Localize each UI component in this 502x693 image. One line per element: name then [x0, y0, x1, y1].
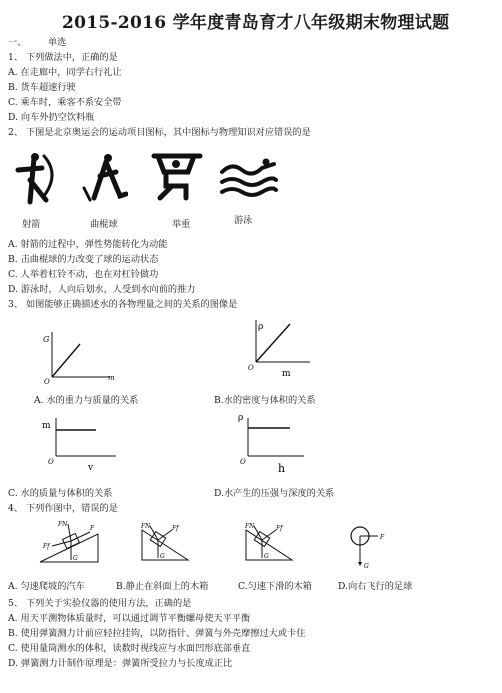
q1-option-d: D. 向车外扔空饮料瓶 [8, 112, 95, 123]
q5-stem: 5、 下列关于实验仪器的使用方法，正确的是 [8, 598, 192, 609]
graph-a [40, 330, 120, 385]
q2-option-c: C. 人举着杠铃不动，也在对杠铃做功 [8, 269, 159, 280]
page-title: 2015-2016 学年度青岛育才八年级期末物理试题 [62, 13, 450, 33]
graph-d-ylabel: ρ [238, 413, 244, 423]
q4-option-c: C.匀速下滑的木箱 [238, 581, 312, 592]
q3-stem: 3、 如图能够正确描述水的各物理量之间的关系的图像是 [8, 299, 238, 310]
q2-option-a: A. 射箭的过程中，弹性势能转化为动能 [8, 239, 168, 250]
q2-icon-label-hockey: 曲棍球 [90, 219, 118, 230]
q4b-label-ff: Ff [172, 525, 179, 532]
graph-a-ylabel: G [43, 335, 50, 344]
q2-option-b: B. 击曲棍球的力改变了球的运动状态 [8, 254, 159, 265]
hockey-icon [80, 150, 128, 215]
q2-stem: 2、 下图是北京奥运会的运动项目图标，其中图标与物理知识对应错误的是 [8, 127, 311, 138]
graph-b [246, 318, 316, 382]
q5-option-c: C. 使用量筒测水的体积，读数时视线应与水面凹形底部垂直 [8, 643, 251, 654]
q4-option-b: B.静止在斜面上的木箱 [116, 581, 209, 592]
section-number: 一、 [8, 37, 27, 48]
q4-option-d: D.向右飞行的足球 [338, 581, 413, 592]
q4-figure-d [344, 522, 394, 572]
graph-c-ylabel: m [42, 421, 51, 431]
q5-option-a: A. 用天平测物体质量时，可以通过调节平衡螺母使天平平衡 [8, 613, 251, 624]
q4a-label-g: G [73, 555, 78, 562]
graph-c-origin: O [48, 458, 54, 466]
q3-caption-b: B.水的密度与体积的关系 [214, 395, 316, 406]
q1-stem: 1、 下列做法中，正确的是 [8, 52, 118, 63]
graph-d-xlabel: h [278, 462, 286, 475]
q4c-label-g: G [264, 553, 269, 560]
graph-a-origin: O [44, 378, 50, 385]
q4-option-a: A. 匀速爬坡的汽车 [8, 581, 85, 592]
graph-d-origin: O [240, 458, 246, 466]
q3-caption-c: C. 水的质量与体积的关系 [8, 488, 113, 499]
q4b-label-fn: FN [141, 523, 151, 530]
q5-option-d: D. 弹簧测力计制作原理是：弹簧所受拉力与长度成正比 [8, 658, 233, 669]
swimming-icon [218, 152, 278, 214]
graph-c [40, 416, 120, 474]
q2-option-d: D. 游泳时，人向后划水，人受到水向前的推力 [8, 284, 196, 295]
q4-figure-c [244, 520, 294, 564]
q3-caption-d: D.水产生的压强与深度的关系 [214, 488, 335, 499]
q2-icon-label-archery: 射箭 [22, 219, 41, 230]
graph-b-ylabel: ρ [258, 322, 264, 332]
q5-option-b: B. 使用弹簧测力计前应轻拉挂钩，以防指针、弹簧与外壳摩擦过大或卡住 [8, 628, 306, 639]
q4a-label-fn: FN [58, 521, 68, 528]
q1-option-c: C. 乘车时，乘客不系安全带 [8, 97, 122, 108]
section-name: 单选 [48, 37, 67, 48]
q1-option-b: B. 货车超速行驶 [8, 82, 76, 93]
q3-caption-a: A. 水的重力与质量的关系 [34, 395, 139, 406]
weightlifting-icon [148, 150, 206, 215]
q4-figure-b [140, 520, 190, 564]
graph-b-origin: O [248, 364, 254, 372]
graph-d [236, 408, 308, 478]
graph-a-xlabel: m [108, 374, 115, 382]
q2-icon-label-swimming: 游泳 [234, 215, 253, 226]
q4a-label-f: F [90, 525, 95, 532]
q4a-label-ff: Ff [43, 543, 50, 550]
q2-icon-label-weightlifting: 举重 [172, 219, 191, 230]
q1-option-a: A. 在走廊中，同学右行礼让 [8, 67, 122, 78]
q4-stem: 4、 下列作图中，错误的是 [8, 503, 118, 514]
q4d-label-g: G [364, 563, 369, 570]
q4c-label-ff: Ff [276, 525, 283, 532]
q4b-label-g: G [160, 553, 165, 560]
graph-b-xlabel: m [282, 369, 291, 379]
q4d-label-f: F [380, 534, 385, 541]
archery-icon [12, 150, 60, 215]
q4c-label-fn: FN [245, 523, 255, 530]
q4-figure-a [38, 518, 100, 564]
graph-c-xlabel: v [88, 463, 94, 473]
